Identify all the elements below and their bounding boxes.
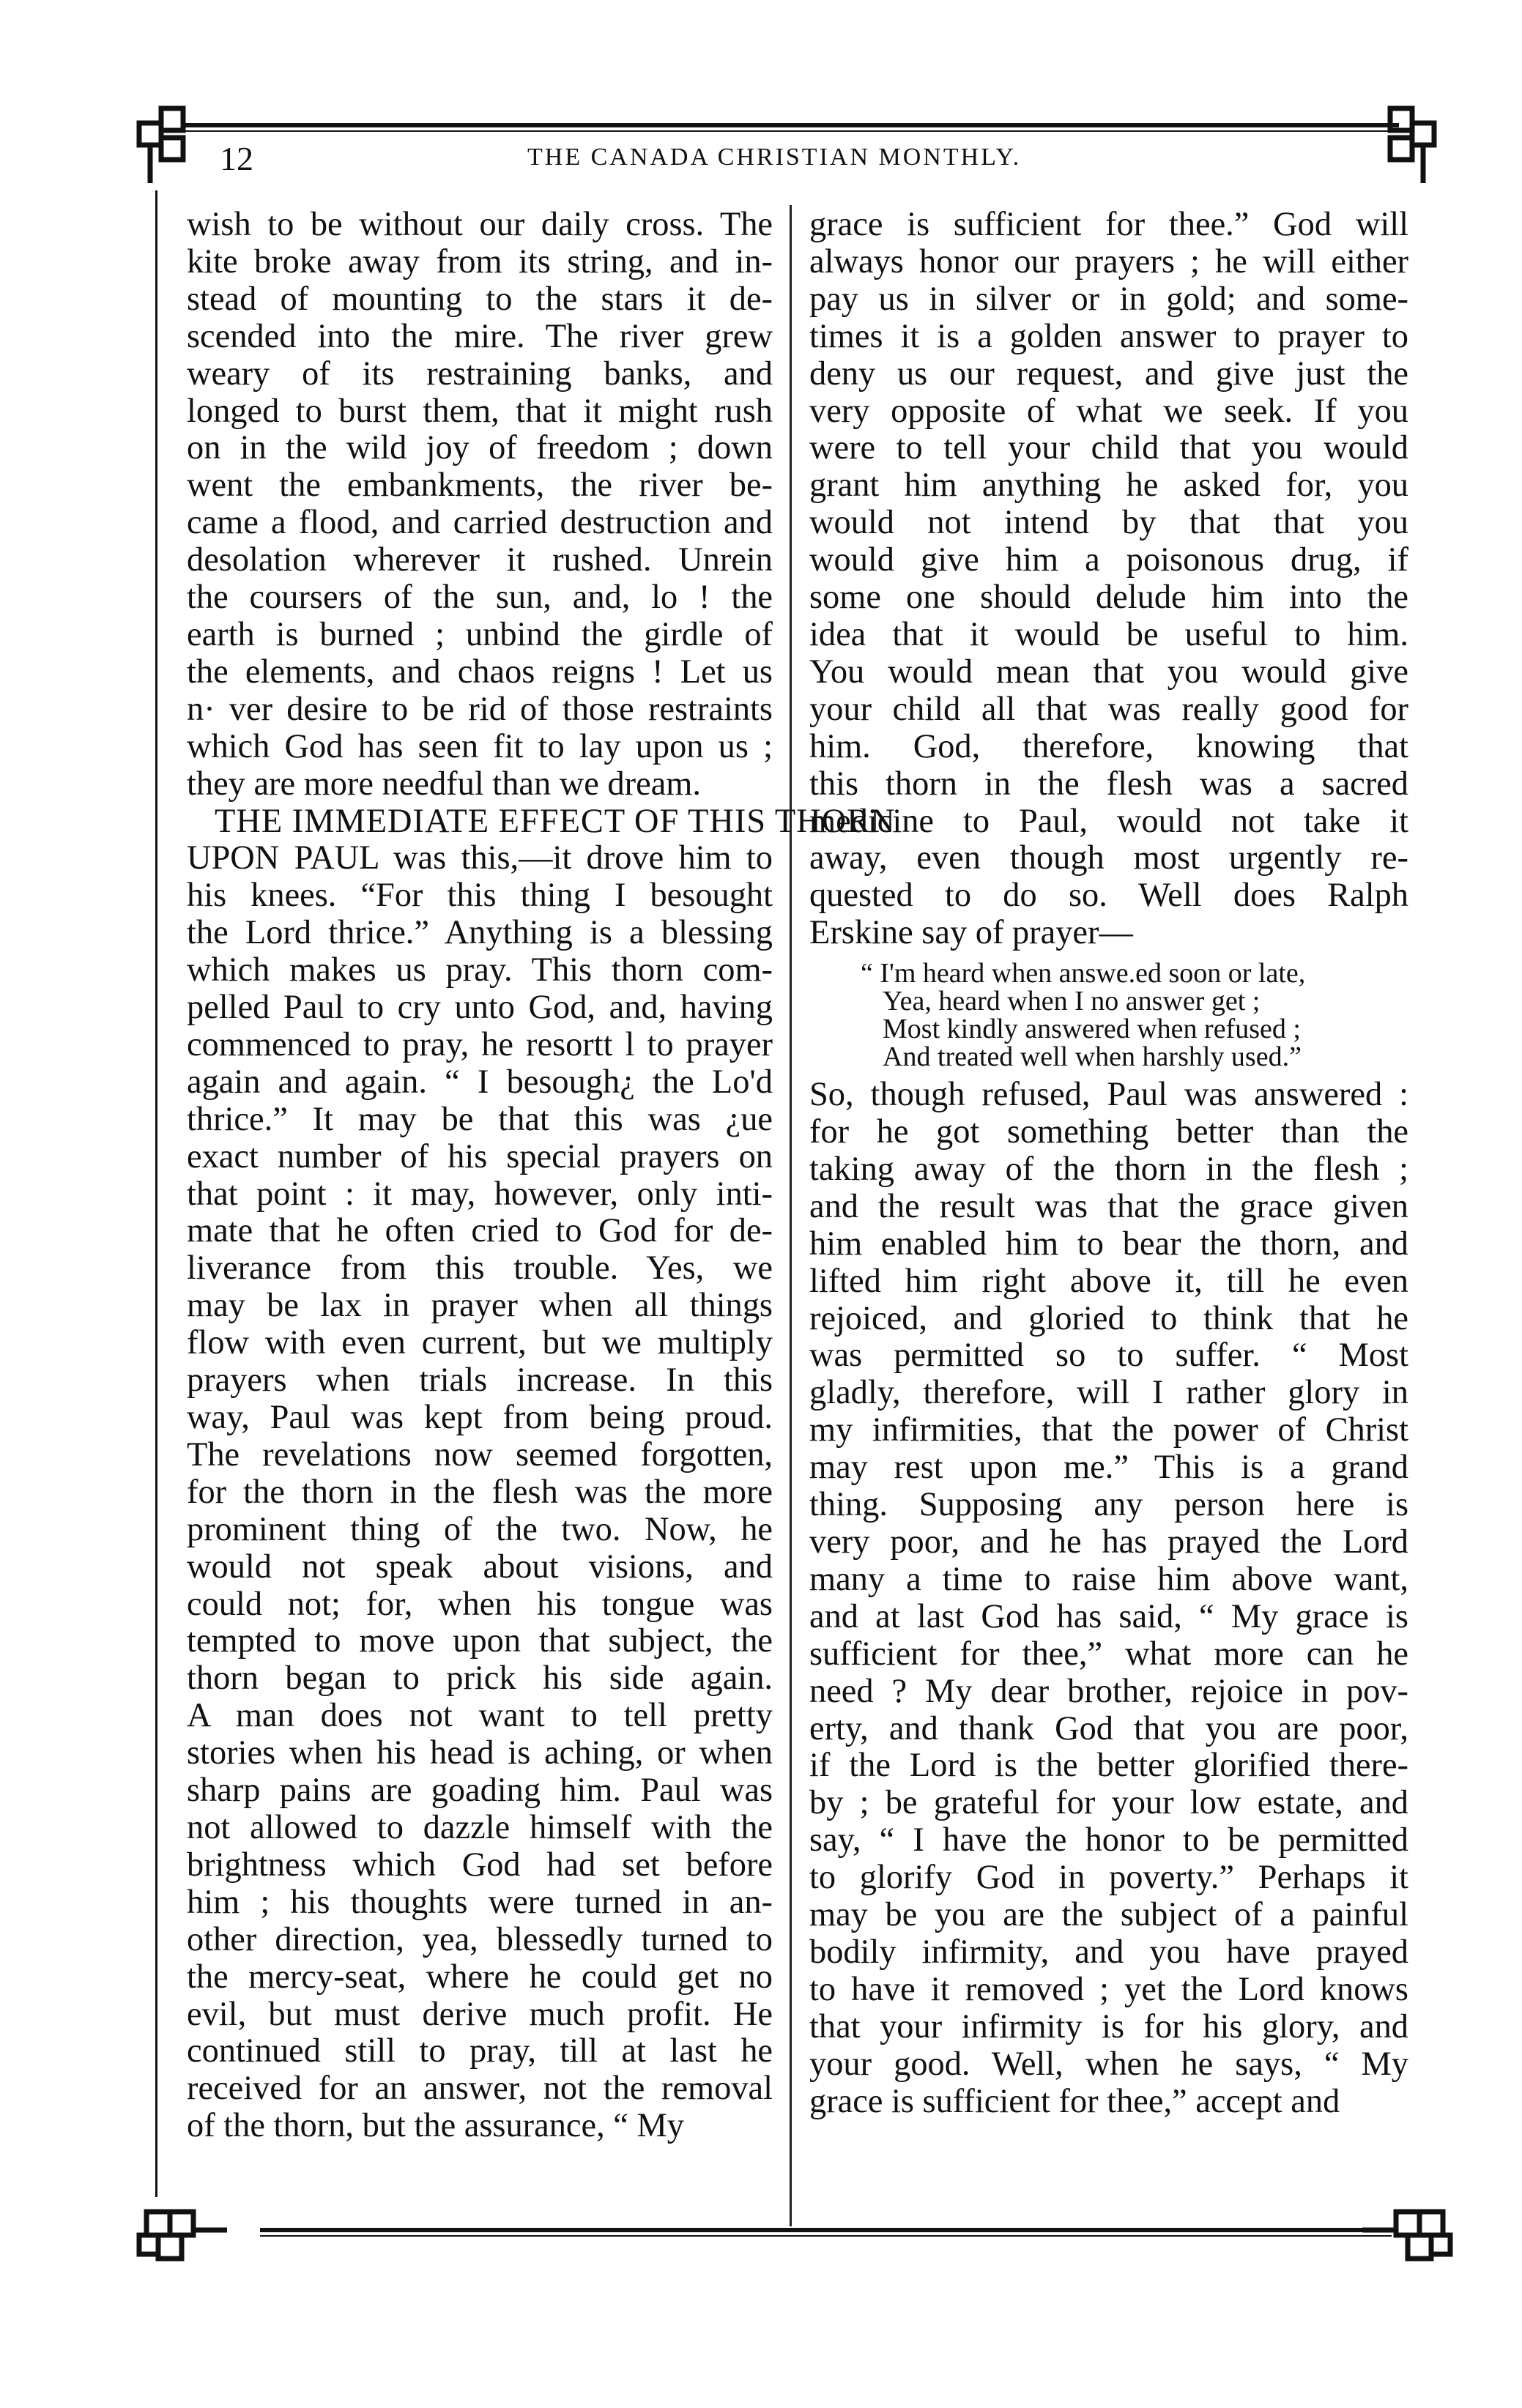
text-line: stead of mounting to the stars it de- [187, 280, 773, 318]
text-line: pay us in silver or in gold; and some- [809, 280, 1408, 318]
text-line: on in the wild joy of freedom ; down [187, 429, 773, 467]
text-line: him. God, therefore, knowing that [809, 727, 1408, 765]
text-line: quested to do so. Well does Ralph [809, 877, 1408, 915]
text-line: erty, and thank God that you are poor, [809, 1709, 1408, 1747]
text-line: flow with even current, but we multiply [187, 1324, 773, 1362]
page-number: 12 [220, 140, 253, 177]
text-line: The revelations now seemed forgotten, [187, 1435, 773, 1474]
text-line: that point : it may, however, only inti- [187, 1175, 773, 1213]
text-line: your child all that was really good for [809, 690, 1408, 728]
text-line: some one should delude him into the [809, 579, 1408, 617]
text-line: for the thorn in the flesh was the more [187, 1473, 773, 1511]
column-divider [790, 205, 792, 2226]
text-line: grant him anything he asked for, you [809, 467, 1408, 505]
text-line: A man does not want to tell pretty [187, 1697, 773, 1735]
text-line: lifted him right above it, till he even [809, 1262, 1408, 1300]
text-line: bodily infirmity, and you have prayed [809, 1933, 1408, 1971]
text-line: taking away of the thorn in the flesh ; [809, 1150, 1408, 1188]
text-line: scended into the mire. The river grew [187, 317, 773, 355]
text-line: thrice.” It may be that this was ¿ue [187, 1100, 773, 1138]
text-line: liverance from this trouble. Yes, we [187, 1249, 773, 1287]
right-column-bottom-text [809, 1077, 1408, 2120]
text-line: gladly, therefore, will I rather glory in [809, 1374, 1408, 1412]
text-line: deny us our request, and give just the [809, 354, 1408, 393]
text-line: thing. Supposing any person here is [809, 1486, 1408, 1524]
poem-quotation [809, 959, 1408, 1071]
text-line: pelled Paul to cry unto God, and, having [187, 989, 773, 1027]
text-line: THE IMMEDIATE EFFECT OF THIS THORN [215, 802, 896, 840]
text-line: So, though refused, Paul was answered : [809, 1076, 1408, 1114]
text-line: prayers when trials increase. In this [187, 1361, 773, 1400]
poem-line: Most kindly answered when refused ; [883, 1014, 1301, 1045]
text-line: were to tell your child that you would [809, 429, 1408, 467]
text-line: other direction, yea, blessedly turned to [187, 1920, 773, 1958]
text-line: your good. Well, when he says, “ My [809, 2045, 1408, 2083]
text-line: commenced to pray, he resortt l to prayer [187, 1025, 773, 1063]
text-line: would not intend by that that you [809, 504, 1408, 542]
text-line: longed to burst them, that it might rush [187, 392, 773, 430]
text-line: brightness which God had set before [187, 1846, 773, 1884]
poem-line: And treated well when harshly used.” [883, 1041, 1302, 1073]
text-line: way, Paul was kept from being proud. [187, 1399, 773, 1436]
text-line: would not speak about visions, and [187, 1547, 773, 1586]
text-line: grace is sufficient for thee,” accept and [809, 2082, 1340, 2120]
text-line: and the result was that the grace given [809, 1187, 1408, 1225]
text-line: always honor our prayers ; he will either [809, 242, 1408, 280]
corner-ornament-top-left [132, 103, 198, 190]
text-line: rejoiced, and gloried to think that he [809, 1299, 1408, 1337]
right-column [809, 207, 1408, 2121]
text-line: to glorify God in poverty.” Perhaps it [809, 1859, 1408, 1897]
text-line: Erskine say of prayer— [809, 914, 1133, 952]
text-line: the elements, and chaos reigns ! Let us [187, 653, 773, 691]
text-line: and at last God has said, “ My grace is [809, 1597, 1408, 1635]
text-line: of the thorn, but the assurance, “ My [187, 2107, 684, 2145]
text-line: the Lord thrice.” Anything is a blessing [187, 914, 773, 952]
corner-ornament-bottom-left [132, 2190, 234, 2270]
text-line: UPON PAUL was this,—it drove him to [187, 839, 773, 877]
top-border-rule-thin [183, 130, 1399, 132]
bottom-border-rule-thin [260, 2235, 1392, 2237]
text-line: sufficient for thee,” what more can he [809, 1635, 1408, 1673]
text-line: not allowed to dazzle himself with the [187, 1808, 773, 1846]
left-border-rule [155, 190, 157, 2197]
text-line: sharp pains are goading him. Paul was [187, 1772, 773, 1810]
text-line: again and again. “ I besough¿ the Lo'd [187, 1063, 773, 1101]
text-line: evil, but must derive much profit. He [187, 1995, 773, 2033]
text-line: medicine to Paul, would not take it [809, 802, 1408, 840]
text-line: to have it removed ; yet the Lord knows [809, 1970, 1408, 2008]
text-line: prominent thing of the two. Now, he [187, 1510, 773, 1548]
text-line: may rest upon me.” This is a grand [809, 1449, 1408, 1487]
text-line: mate that he often cried to God for de- [187, 1212, 773, 1250]
top-border-rule [183, 123, 1399, 127]
text-line: by ; be grateful for your low estate, and [809, 1784, 1408, 1822]
text-line: thorn began to prick his side again. [187, 1660, 773, 1698]
text-line: idea that it would be useful to him. [809, 615, 1408, 653]
text-line: earth is burned ; unbind the girdle of [187, 615, 773, 653]
text-line: You would mean that you would give [809, 653, 1408, 691]
text-line: him ; his thoughts were turned in an- [187, 1883, 773, 1921]
text-line: need ? My dear brother, rejoice in pov- [809, 1672, 1408, 1710]
bottom-border-rule [260, 2228, 1392, 2232]
text-line: would give him a poisonous drug, if [809, 541, 1408, 579]
running-title: THE CANADA CHRISTIAN MONTHLY. [527, 144, 1022, 171]
text-line: desolation wherever it rushed. Unrein [187, 541, 773, 579]
text-line: very opposite of what we seek. If you [809, 392, 1408, 430]
text-line: exact number of his special prayers on [187, 1137, 773, 1175]
text-line: was permitted so to suffer. “ Most [809, 1337, 1408, 1375]
text-line: very poor, and he has prayed the Lord [809, 1523, 1408, 1561]
poem-line: Yea, heard when I no answer get ; [883, 986, 1261, 1017]
text-line: stories when his head is aching, or when [187, 1734, 773, 1772]
text-line: if the Lord is the better glorified there- [809, 1747, 1408, 1785]
text-line: tempted to move upon that subject, the [187, 1622, 773, 1660]
text-line: my infirmities, that the power of Christ [809, 1411, 1408, 1449]
text-line: n· ver desire to be rid of those restraints [187, 690, 773, 728]
text-line: which makes us pray. This thorn com- [187, 951, 773, 989]
text-line: may be lax in prayer when all things [187, 1287, 773, 1325]
text-line: may be you are the subject of a painful [809, 1896, 1408, 1934]
text-line: they are more needful than we dream. [187, 765, 701, 803]
text-line: continued still to pray, till at last he [187, 2032, 773, 2070]
text-line: grace is sufficient for thee.” God will [809, 206, 1408, 243]
text-line: say, “ I have the honor to be permitted [809, 1821, 1408, 1859]
text-line: away, even though most urgently re- [809, 839, 1408, 877]
text-line: him enabled him to bear the thorn, and [809, 1225, 1408, 1263]
text-line: wish to be without our daily cross. The [187, 206, 773, 243]
left-column [187, 206, 896, 2145]
text-line: the coursers of the sun, and, lo ! the [187, 579, 773, 617]
text-line: his knees. “For this thing I besought [187, 877, 773, 915]
running-header [220, 139, 1428, 186]
text-line: weary of its restraining banks, and [187, 354, 773, 393]
text-line: could not; for, when his tongue was [187, 1585, 773, 1623]
text-line: that your infirmity is for his glory, and [809, 2007, 1408, 2045]
text-line: the mercy-seat, where he could get no [187, 1958, 773, 1996]
text-line: kite broke away from its string, and in- [187, 242, 773, 280]
text-line: went the embankments, the river be- [187, 467, 773, 505]
corner-ornament-bottom-right [1355, 2190, 1458, 2270]
text-line: received for an answer, not the removal [187, 2070, 773, 2108]
right-column-top-text [809, 207, 1408, 952]
text-line: this thorn in the flesh was a sacred [809, 765, 1408, 803]
text-line: times it is a golden answer to prayer to [809, 317, 1408, 355]
text-line: came a flood, and carried destruction and [187, 504, 773, 542]
text-line: for he got something better than the [809, 1113, 1408, 1151]
text-line: which God has seen fit to lay upon us ; [187, 727, 773, 765]
poem-line: “ I'm heard when answe.ed soon or late, [861, 958, 1306, 989]
text-line: many a time to raise him above want, [809, 1560, 1408, 1598]
